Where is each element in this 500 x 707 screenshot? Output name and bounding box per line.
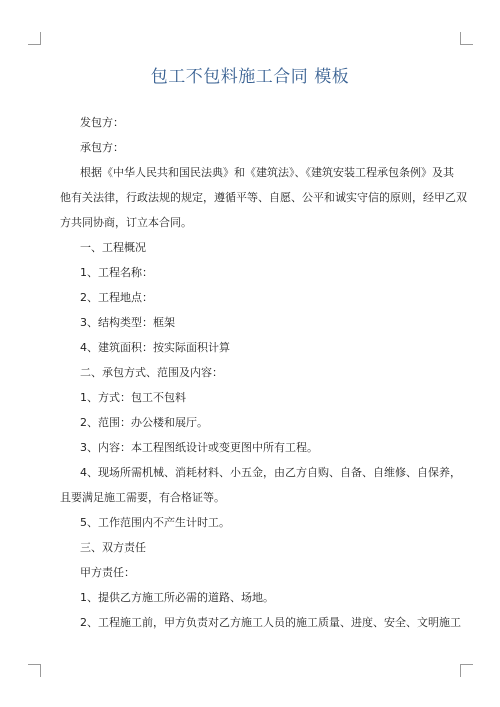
body-line: 3、结构类型：框架 <box>80 316 175 329</box>
body-line: 5、工作范围内不产生计时工。 <box>80 516 230 529</box>
body-line: 1、方式：包工不包料 <box>80 391 186 404</box>
document-title: 包工不包料施工合同 模板 <box>150 67 350 87</box>
body-line: 甲方责任： <box>80 566 135 579</box>
body-line: 方共同协商，订立本合同。 <box>60 216 192 229</box>
body-line: 3、内容：本工程图纸设计或变更图中所有工程。 <box>80 441 318 454</box>
body-line: 他有关法律，行政法规的规定，遵循平等、自愿、公平和诚实守信的原则，经甲乙双 <box>60 191 467 204</box>
body-line: 二、承包方式、范围及内容： <box>80 366 223 379</box>
body-line: 承包方： <box>80 141 124 154</box>
body-line: 一、工程概况 <box>80 241 146 254</box>
body-line: 1、提供乙方施工所必需的道路、场地。 <box>80 591 274 604</box>
body-line: 且要满足施工需要，有合格证等。 <box>60 491 225 504</box>
crop-mark-top-right <box>460 32 473 45</box>
body-line: 三、双方责任 <box>80 541 146 554</box>
body-line: 2、范围：办公楼和展厅。 <box>80 416 208 429</box>
body-line: 发包方： <box>80 116 124 129</box>
body-line: 1、工程名称： <box>80 266 153 279</box>
body-line: 根据《中华人民共和国民法典》和《建筑法》、《建筑安装工程承包条例》及其 <box>80 166 454 179</box>
crop-mark-bottom-right <box>460 664 473 677</box>
body-line: 4、现场所需机械、消耗材料、小五金，由乙方自购、自备、自维修、自保养， <box>80 466 461 479</box>
crop-mark-top-left <box>28 32 41 45</box>
body-line: 2、工程施工前，甲方负责对乙方施工人员的施工质量、进度、安全、文明施工 <box>80 616 461 629</box>
body-line: 4、建筑面积：按实际面积计算 <box>80 341 230 354</box>
crop-mark-bottom-left <box>28 664 41 677</box>
body-line: 2、工程地点： <box>80 291 153 304</box>
